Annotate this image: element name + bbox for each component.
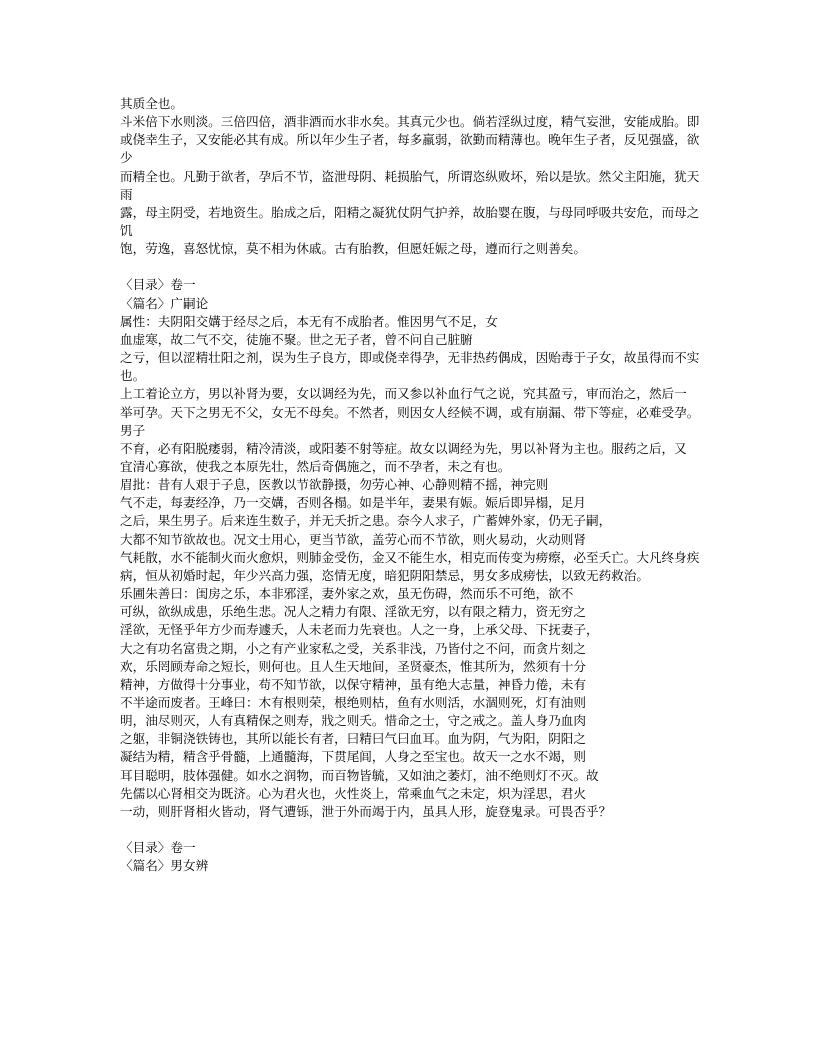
text-line: 病，恒从初婚时起，年少兴高力强，恣情无度，暗犯阴阳禁忌，男女多成痨怯，以致无药救治。 [120,567,649,583]
text-line: 属性：夫阴阳交媾于经尽之后，本无有不成胎者。惟因男气不足，女 [120,313,498,329]
text-line: 宜清心寡欲，使我之本原先壮，然后奇偶施之，而不孕者，未之有也。 [120,458,511,474]
catalog-heading: 〈目录〉卷一 [120,840,196,856]
catalog-heading: 〈目录〉卷一 [120,277,196,293]
text-line: 举可孕。天下之男无不父，女无不母矣。不然者，则因女人经候不调，或有崩漏、带下等症，必难受孕。男子 [120,404,700,438]
paragraph-gap [120,821,704,839]
text-line: 上工着论立方，男以补肾为要，女以调经为先，而又参以补血行气之说，究其盈亏，审而治之，然后一 [120,386,687,402]
chapter-heading: 〈篇名〉男女辨 [120,858,209,874]
text-line: 而精全也。凡勤于欲者，孕后不节，盗泄母阴、耗损胎气，所谓恣纵败坏，殆以是欤。然父主阳施，犹天雨 [120,168,700,202]
text-line: 精神，方做得十分事业，苟不知节欲，以保守精神，虽有绝大志量，神昏力倦，未有 [120,676,586,692]
text-line: 气耗散，水不能制火而火愈炽，则肺金受伤，金又不能生水，相克而传变为痨瘵，必至夭亡。大凡终身疾 [120,549,700,565]
text-line: 耳目聪明，肢体强健。如水之润物，而百物皆毓，又如油之萎灯，油不绝则灯不灭。故 [120,767,599,783]
text-block-1 [120,95,704,258]
text-line: 其质全也。 [120,96,183,111]
text-line: 露，母主阴受，若地资生。胎成之后，阳精之凝犹仗阴气护养，故胎婴在腹，与母同呼吸共安危，而母之饥 [120,204,700,239]
text-line: 乐圃朱善曰：闺房之乐，本非邪淫，妻外家之欢，虽无伤碍，然而乐不可绝，欲不 [120,586,574,602]
text-line: 淫欲，无怪乎年方少而寿遽夭，人未老而力先衰也。人之一身，上承父母、下抚妻子， [120,622,599,638]
paragraph-gap [120,258,704,276]
text-line: 凝结为精，精含乎骨髓，上通髓海，下贯尾闾，人身之至宝也。故天一之水不竭，则 [120,749,586,765]
text-line: 眉批：昔有人艰于子息，医教以节欲静摄，勿劳心神、心静则精不摇，神完则 [120,477,549,493]
text-line: 斗米倍下水则淡。三倍四倍，酒非酒而水非水矣。其真元少也。倘若淫纵过度，精气妄泄，安能成胎。即 [120,114,700,130]
text-line: 先儒以心肾相交为既济。心为君火也，火性炎上，常乘血气之未定，炽为淫思，君火 [120,785,586,801]
text-line: 明，油尽则灭，人有真精保之则寿，戕之则夭。惜命之士，守之戒之。盖人身乃血肉 [120,713,586,729]
text-line: 之亏，但以涩精壮阳之剂，误为生子良方，即或侥幸得孕，无非热药偶成，因贻毒于子女，故虽得而不实也。 [120,350,700,384]
text-line: 之躯，非铜浇铁铸也，其所以能长有者，曰精曰气曰血耳。血为阴，气为阳，阴阳之 [120,731,586,747]
text-line: 可纵，欲纵成患，乐绝生悲。况人之精力有限、淫欲无穷，以有限之精力，资无穷之 [120,604,586,620]
text-line: 不育，必有阳脱痿弱，精冷清淡，或阳萎不射等症。故女以调经为先，男以补肾为主也。服药之后，又 [120,440,687,456]
text-line: 欢，乐罔顾寿命之短长，则何也。且人生天地间，圣贤豪杰，惟其所为，然须有十分 [120,658,586,674]
text-line: 饱，劳逸，喜怒忧惊，莫不相为休戚。古有胎教，但愿妊娠之母，遵而行之则善矣。 [120,241,586,257]
text-line: 大之有功名富贵之期，小之有产业家私之受，关系非浅，乃皆付之不问，而贪片刻之 [120,640,586,656]
text-line: 大都不知节欲故也。况文士用心，更当节欲，盖劳心而不节欲，则火易动，火动则肾 [120,531,586,547]
text-line: 一动，则肝肾相火皆动，肾气遭铄，泄于外而竭于内，虽具人形，旋登鬼录。可畏否乎？ [120,803,612,819]
text-block-3 [120,839,704,875]
chapter-heading: 〈篇名〉广嗣论 [120,295,209,311]
document-page [120,95,704,875]
text-block-2 [120,276,704,821]
text-line: 或侥幸生子，又安能必其有成。所以年少生子者，每多羸弱，欲勤而精薄也。晚年生子者，反见强盛，欲少 [120,132,700,166]
text-line: 气不走，每妻经净，乃一交媾，否则各榻。如是半年，妻果有娠。娠后即异榻，足月 [120,495,586,511]
text-line: 不半途而废者。王峰曰：木有根则荣，根绝则枯，鱼有水则活，水涸则死，灯有油则 [120,695,586,710]
text-line: 血虚寒，故二气不交，徒施不聚。世之无子者，曾不问自己脏腑 [120,331,473,347]
text-line: 之后，果生男子。后来连生数子，并无夭折之患。奈今人求子，广蓄婢外家，仍无子嗣， [120,513,612,529]
